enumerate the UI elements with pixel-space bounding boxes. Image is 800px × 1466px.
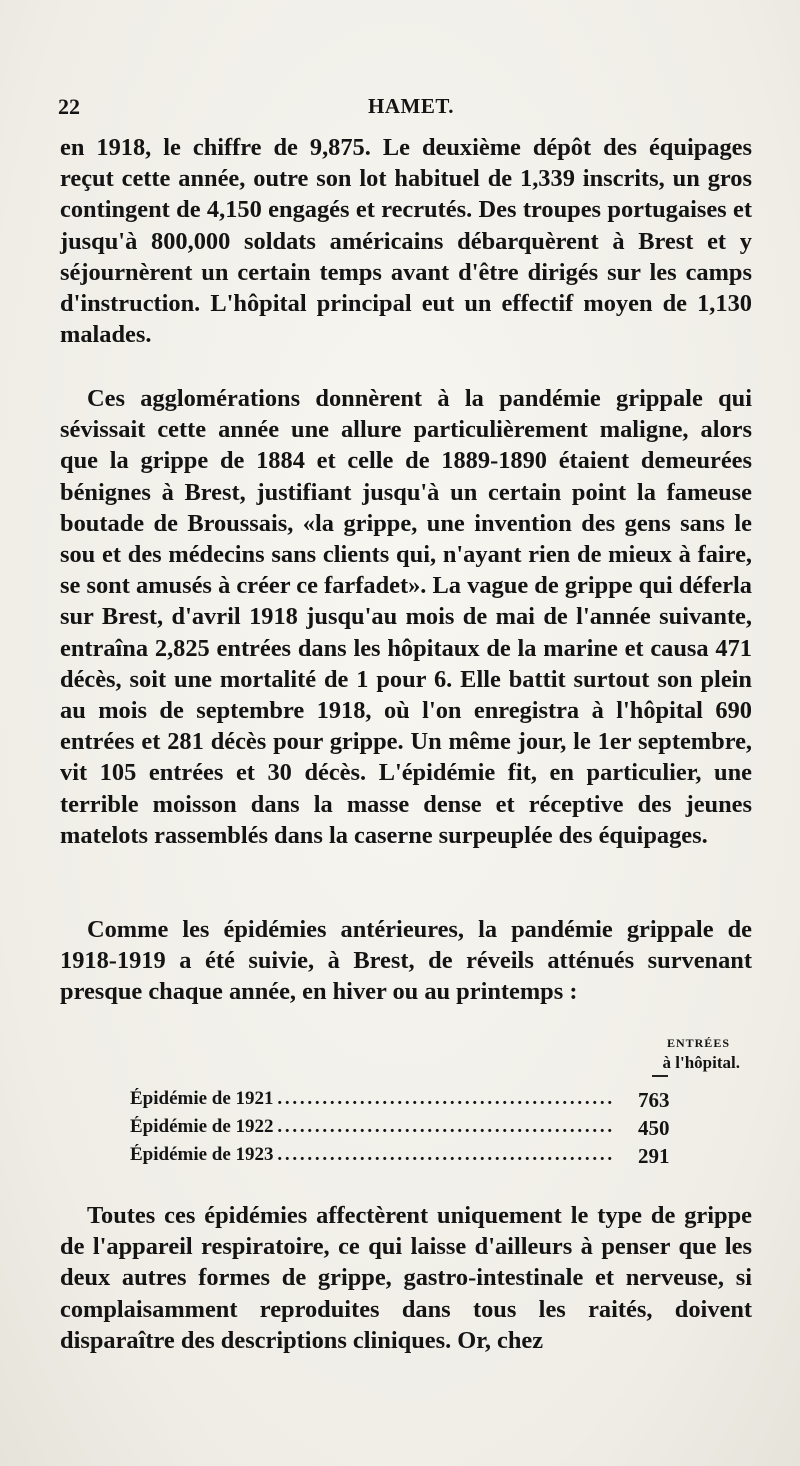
column-header-line-2: à l'hôpital. (662, 1053, 740, 1072)
epidemic-table (130, 1088, 690, 1172)
running-head: HAMET. (368, 94, 455, 118)
row-value: 763 (638, 1088, 670, 1112)
table-column-header (540, 1034, 740, 1072)
row-value: 291 (638, 1144, 670, 1168)
paragraph-2: Ces agglomérations donnèrent à la pandémie grippale qui sévissait cette année une allure particulièrement maligne, alors que la grippe de 1884 et celle de 1889-1890 étaient demeurées bénignes à Brest, justifiant jusqu'à un certain point la fameuse boutade de Broussais, «la grippe, une invention des gens sans le sou et des médecins sans clients qui, n'ayant rien de mieux à faire, se sont amusés à créer ce farfadet». La vague de grippe qui déferla sur Brest, d'avril 1918 jusqu'au mois de mai de l'année suivante, entraîna 2,825 entrées dans les hôpitaux de la marine et causa 471 décès, soit une mortalité de 1 pour 6. Elle battit surtout son plein au mois de septembre 1918, où l'on enregistra à l'hôpital 690 entrées et 281 décès pour grippe. Un même jour, le 1er septembre, vit 105 entrées et 30 décès. L'épidémie fit, en particulier, une terrible moisson dans la masse dense et réceptive des jeunes matelots rassemblés dans la caserne surpeuplée des équipages. (60, 385, 752, 849)
table-row (130, 1088, 690, 1116)
column-header-rule (652, 1075, 668, 1077)
row-label: Épidémie de 1921 . . . (130, 1088, 615, 1110)
paragraph-3: Comme les épidémies antérieures, la pandémie grippale de 1918-1919 a été suivie, à Brest, de réveils atténués survenant presque chaque année, en hiver ou au printemps : (60, 916, 752, 1006)
row-label: Épidémie de 1923 . . . (130, 1144, 615, 1166)
table-row (130, 1144, 690, 1172)
page-number: 22 (58, 94, 80, 119)
row-label: Épidémie de 1922 . . . (130, 1116, 615, 1138)
paragraph-4: Toutes ces épidémies affectèrent uniquement le type de grippe de l'appareil respiratoire, ce qui laisse d'ailleurs à penser que les deux autres formes de grippe, gastro-intestinale et nerveuse, si complaisamment reproduites dans tous les raités, doivent disparaître des descriptions cliniques. Or, chez (60, 1202, 752, 1354)
table-row (130, 1116, 690, 1144)
paragraph-1: en 1918, le chiffre de 9,875. Le deuxième dépôt des équipages reçut cette année, outre son lot habituel de 1,339 inscrits, un gros contingent de 4,150 engagés et recrutés. Des troupes portugaises et jusqu'à 800,000 soldats américains débarquèrent à Brest et y séjournèrent un certain temps avant d'être dirigés sur les camps d'instruction. L'hôpital principal eut un effectif moyen de 1,130 malades. (60, 134, 752, 349)
page-header (58, 94, 742, 122)
row-value: 450 (638, 1116, 670, 1140)
column-header-line-1: ENTRÉES (666, 1036, 730, 1050)
